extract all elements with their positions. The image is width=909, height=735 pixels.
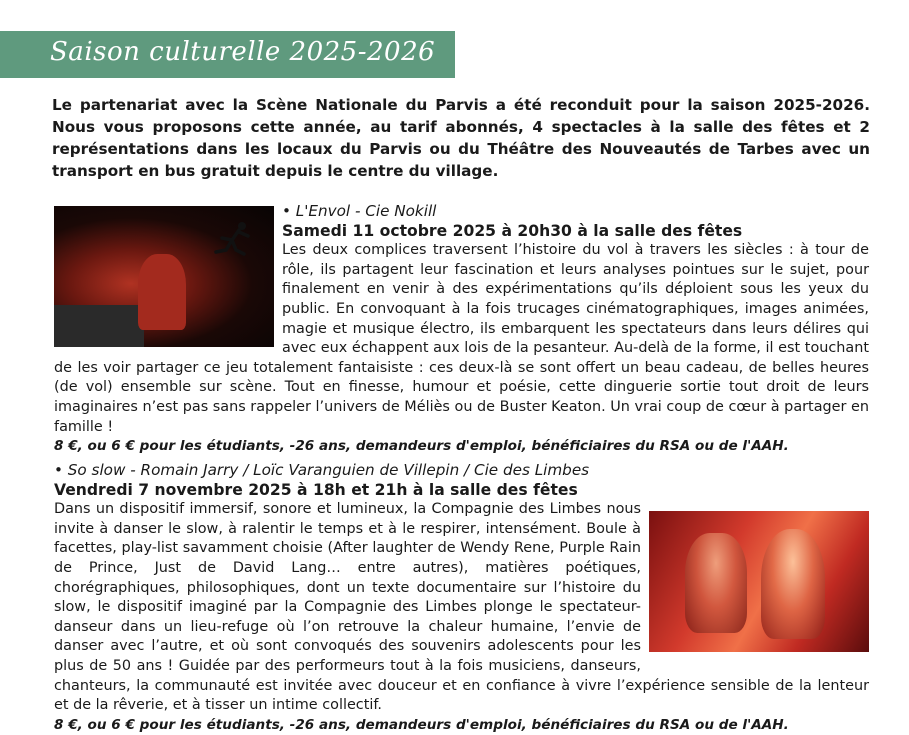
event-date: Samedi 11 octobre 2025 à 20h30 à la salle des fêtes <box>282 221 743 240</box>
event-envol <box>54 202 869 457</box>
section-title: Saison culturelle 2025-2026 <box>50 37 436 67</box>
event-so-slow <box>54 461 869 735</box>
event-date: Vendredi 7 novembre 2025 à 18h et 21h à la salle des fêtes <box>54 480 578 499</box>
event-price: 8 €, ou 6 € pour les étudiants, -26 ans, demandeurs d'emploi, bénéficiaires du RSA ou de l'AAH. <box>54 438 789 455</box>
event-price: 8 €, ou 6 € pour les étudiants, -26 ans, demandeurs d'emploi, bénéficiaires du RSA ou de l'AAH. <box>54 716 789 733</box>
performer-figure <box>685 533 747 633</box>
stage-machine <box>54 305 144 347</box>
envol-photo <box>54 206 274 347</box>
performer-figure <box>138 254 186 330</box>
running-figure-icon <box>212 220 252 258</box>
event-title: • L'Envol - Cie Nokill <box>282 202 437 220</box>
event-description: Dans un dispositif immersif, sonore et lumineux, la Compagnie des Limbes nous invite à danser le slow, à ralentir le temps et à le respirer, intensément. Boule à facettes, play-list savamment choisie (After laughter de Wendy Rene, Purple Rain de Prince, Just de David Lang… entre autres), matières poétiques, chorégraphiques, philosophiques, dont un texte documentaire sur l’histoire du slow, le dispositif imaginé par la Compagnie des Limbes plonge le spectateur-danseur dans un lieu-refuge où l’on retrouve la chaleur humaine, l’envie de danser avec l’autre, et où sont convoqués des souvenirs adolescents pour les plus de 50 ans ! Guidée par des performeurs tout à la fois musiciens, danseurs, chanteurs, la communauté est invitée avec douceur et en confiance à vivre l’expérience sensible de la lenteur et de la rêverie, et à tisser un intime collectif. <box>54 501 869 714</box>
event-description: Les deux complices traversent l’histoire du vol à travers les siècles : à tour de rôle, ils partagent leur fascination et leurs analyses pointues sur le sujet, pour finalement en venir à des expérimentations qu’ils déploient sous les yeux du public. En convoquant à la fois trucages cinématographiques, images animées, magie et musique électro, ils embarquent les spectateurs dans leurs délires qui avec eux échappent aux lois de la pesanteur. Au-delà de la forme, il est touchant de les voir partager ce jeu totalement fantaisiste : ces deux-là se sont offert un beau cadeau, de belles heures (de vol) ensemble sur scène. Tout en finesse, humour et poésie, cette dinguerie sortie tout droit de leurs imaginaires n’est pas sans rappeler l’univers de Méliès ou de Buster Keaton. Un vrai coup de cœur à partager en famille ! <box>54 242 869 435</box>
so-slow-photo <box>649 511 869 652</box>
intro-paragraph: Le partenariat avec la Scène Nationale du Parvis a été reconduit pour la saison 2025-2026. Nous vous proposons cette année, au tarif abonnés, 4 spectacles à la salle des fêtes et 2 représentations dans les locaux du Parvis ou du Théâtre des Nouveautés de Tarbes avec un transport en bus gratuit depuis le centre du village. <box>52 96 870 180</box>
event-title: • So slow - Romain Jarry / Loïc Varanguien de Villepin / Cie des Limbes <box>54 461 590 479</box>
section-banner <box>0 31 455 78</box>
performer-figure <box>761 529 825 639</box>
